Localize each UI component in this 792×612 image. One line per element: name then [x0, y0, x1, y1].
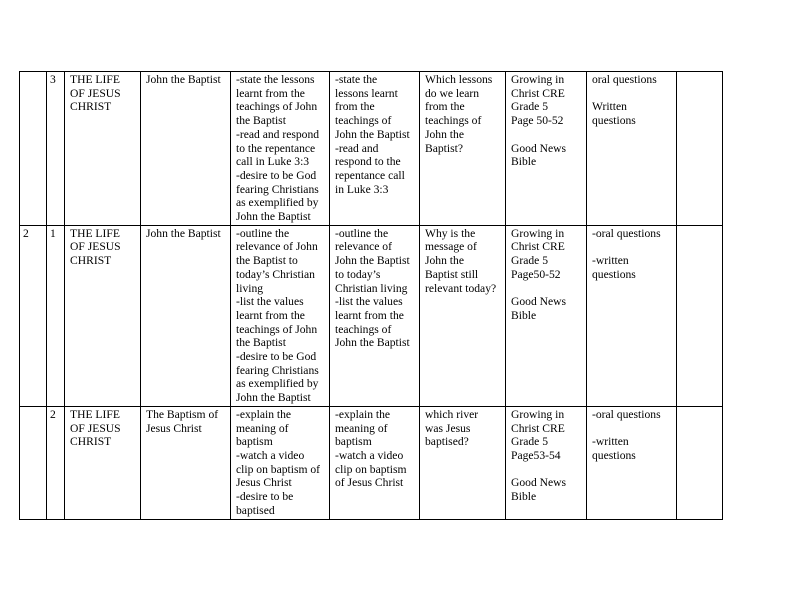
cell-line: relevance of: [335, 240, 392, 254]
cell-line: Page50-52: [511, 267, 561, 281]
table-row: [20, 72, 723, 226]
cell-line: THE LIFE: [70, 407, 120, 421]
cell-line: John the Baptist: [146, 73, 221, 86]
cell-line: John the: [425, 127, 464, 141]
cell-line: baptised?: [425, 435, 469, 449]
cell-line: Bible: [511, 490, 537, 504]
cell-line: clip on baptism of: [236, 462, 321, 476]
cell-line: today’s Christian: [236, 267, 315, 281]
week-cell: 2: [20, 225, 47, 406]
cell-line: Grade 5: [511, 254, 549, 268]
sub-strand-cell: [141, 406, 231, 519]
cell-line: -oral questions: [592, 407, 661, 421]
cell-line: baptised: [236, 503, 275, 517]
cell-line: questions: [592, 267, 636, 281]
cell-line: fearing Christians: [236, 182, 319, 196]
lesson-cell: 2: [47, 406, 65, 519]
learning-resources-cell: [506, 72, 587, 226]
cell-line: Grade 5: [511, 435, 549, 449]
cell-line: Page53-54: [511, 448, 561, 462]
cell-line: -desire to be God: [236, 350, 317, 364]
cell-line: -read and respond: [236, 127, 320, 141]
cell-line: John the Baptist: [335, 254, 410, 268]
cell-line: message of: [425, 240, 477, 254]
learning-resources-cell: [506, 225, 587, 406]
cell-line: THE LIFE: [70, 226, 120, 240]
assessment-cell: [587, 72, 677, 226]
cell-line: the Baptist: [236, 114, 286, 128]
key-inquiry-question-cell: [420, 72, 506, 226]
cell-line: from the: [335, 100, 375, 114]
learning-experiences-cell: [330, 406, 420, 519]
cell-line: as exemplified by: [236, 196, 319, 210]
cell-line: Written: [592, 100, 627, 114]
cell-line: John the Baptist: [335, 127, 410, 141]
cell-line: the Baptist: [236, 336, 286, 350]
cell-line: OF JESUS: [70, 421, 121, 435]
cell-line: -list the values: [335, 295, 403, 309]
cell-line: teachings of: [335, 114, 392, 128]
cell-line: Jesus Christ: [236, 476, 292, 490]
cell-line: Grade 5: [511, 100, 549, 114]
cell-line: -state the lessons: [236, 73, 315, 86]
cell-line: Bible: [511, 308, 537, 322]
cell-line: -written: [592, 254, 629, 268]
strand-cell: [65, 406, 141, 519]
cell-line: fearing Christians: [236, 363, 319, 377]
cell-line: -read and: [335, 141, 379, 155]
strand-cell: [65, 72, 141, 226]
cell-line: -watch a video: [236, 448, 305, 462]
key-inquiry-question-cell: [420, 406, 506, 519]
blank-line: [592, 422, 676, 436]
cell-line: clip on baptism: [335, 462, 407, 476]
cell-line: John the Baptist: [236, 391, 311, 405]
cell-line: -explain the: [335, 407, 391, 421]
learning-experiences-cell: [330, 225, 420, 406]
blank-line: [511, 463, 586, 477]
cell-line: in Luke 3:3: [335, 182, 389, 196]
cell-line: Christian living: [335, 281, 408, 295]
cell-line: -written: [592, 435, 629, 449]
learning-resources-cell: [506, 406, 587, 519]
cell-line: Why is the: [425, 226, 476, 240]
cell-line: -outline the: [236, 226, 290, 240]
cell-line: -watch a video: [335, 448, 404, 462]
cell-line: Good News: [511, 141, 567, 155]
cell-line: Jesus Christ: [146, 421, 202, 435]
cell-line: baptism: [236, 435, 273, 449]
cell-line: -state the: [335, 73, 378, 86]
cell-line: Growing in: [511, 407, 565, 421]
cell-line: meaning of: [335, 421, 388, 435]
cell-line: Christ CRE: [511, 86, 565, 100]
cell-line: John the Baptist: [236, 210, 311, 224]
week-cell: [20, 406, 47, 519]
assessment-cell: [587, 406, 677, 519]
sub-strand-cell: [141, 72, 231, 226]
cell-line: -list the values: [236, 295, 304, 309]
cell-line: call in Luke 3:3: [236, 155, 310, 169]
cell-line: Baptist?: [425, 141, 463, 155]
cell-line: -oral questions: [592, 226, 661, 240]
remarks-cell: [677, 72, 723, 226]
cell-line: OF JESUS: [70, 86, 121, 100]
cell-line: Good News: [511, 295, 567, 309]
cell-line: Christ CRE: [511, 421, 565, 435]
cell-line: questions: [592, 448, 636, 462]
cell-line: the Baptist to: [236, 254, 298, 268]
cell-line: CHRIST: [70, 435, 112, 449]
cell-line: Christ CRE: [511, 240, 565, 254]
cell-line: Page 50-52: [511, 114, 564, 128]
cell-line: -outline the: [335, 226, 389, 240]
remarks-cell: [677, 406, 723, 519]
cell-line: THE LIFE: [70, 73, 120, 86]
sub-strand-cell: [141, 225, 231, 406]
strand-cell: [65, 225, 141, 406]
assessment-cell: [587, 225, 677, 406]
cell-line: Baptist still: [425, 267, 479, 281]
cell-line: CHRIST: [70, 254, 112, 268]
learning-outcomes-cell: [231, 225, 330, 406]
blank-line: [592, 240, 676, 254]
learning-outcomes-cell: [231, 406, 330, 519]
cell-line: as exemplified by: [236, 377, 319, 391]
learning-outcomes-cell: [231, 72, 330, 226]
cell-line: learnt from the: [236, 86, 305, 100]
lesson-cell: 1: [47, 225, 65, 406]
cell-line: CHRIST: [70, 100, 112, 114]
table-row: [20, 406, 723, 519]
blank-line: [511, 128, 586, 142]
cell-line: to the repentance: [236, 141, 316, 155]
cell-line: respond to the: [335, 155, 401, 169]
cell-line: living: [236, 281, 264, 295]
cell-line: teachings of: [425, 114, 482, 128]
cell-line: OF JESUS: [70, 240, 121, 254]
cell-line: -explain the: [236, 407, 292, 421]
cell-line: baptism: [335, 435, 372, 449]
remarks-cell: [677, 225, 723, 406]
cell-line: Growing in: [511, 226, 565, 240]
key-inquiry-question-cell: [420, 225, 506, 406]
learning-experiences-cell: [330, 72, 420, 226]
cell-line: meaning of: [236, 421, 289, 435]
cell-line: of Jesus Christ: [335, 476, 404, 490]
cell-line: was Jesus: [425, 421, 471, 435]
cell-line: questions: [592, 114, 636, 128]
week-cell: [20, 72, 47, 226]
cell-line: -desire to be: [236, 490, 294, 504]
cell-line: teachings of: [335, 322, 392, 336]
cell-line: teachings of John: [236, 322, 318, 336]
cell-line: relevance of John: [236, 240, 318, 254]
cell-line: The Baptism of: [146, 407, 219, 421]
blank-line: [511, 282, 586, 296]
cell-line: oral questions: [592, 73, 657, 86]
cell-line: relevant today?: [425, 281, 497, 295]
lesson-cell: 3: [47, 72, 65, 226]
cell-line: learnt from the: [335, 308, 404, 322]
cell-line: John the Baptist: [146, 226, 221, 240]
cell-line: repentance call: [335, 168, 405, 182]
cell-line: learnt from the: [236, 308, 305, 322]
cell-line: John the Baptist: [335, 336, 410, 350]
cell-line: lessons learnt: [335, 86, 398, 100]
cell-line: from the: [425, 100, 465, 114]
table-row: [20, 225, 723, 406]
scheme-of-work-table: [19, 71, 723, 520]
cell-line: which river: [425, 407, 479, 421]
cell-line: John the: [425, 254, 464, 268]
cell-line: Growing in: [511, 73, 565, 86]
cell-line: Bible: [511, 155, 537, 169]
cell-line: to today’s: [335, 267, 381, 281]
blank-line: [592, 87, 676, 101]
cell-line: Which lessons: [425, 73, 493, 86]
cell-line: Good News: [511, 476, 567, 490]
cell-line: teachings of John: [236, 100, 318, 114]
cell-line: -desire to be God: [236, 168, 317, 182]
table-body: [20, 72, 723, 520]
cell-line: do we learn: [425, 86, 480, 100]
